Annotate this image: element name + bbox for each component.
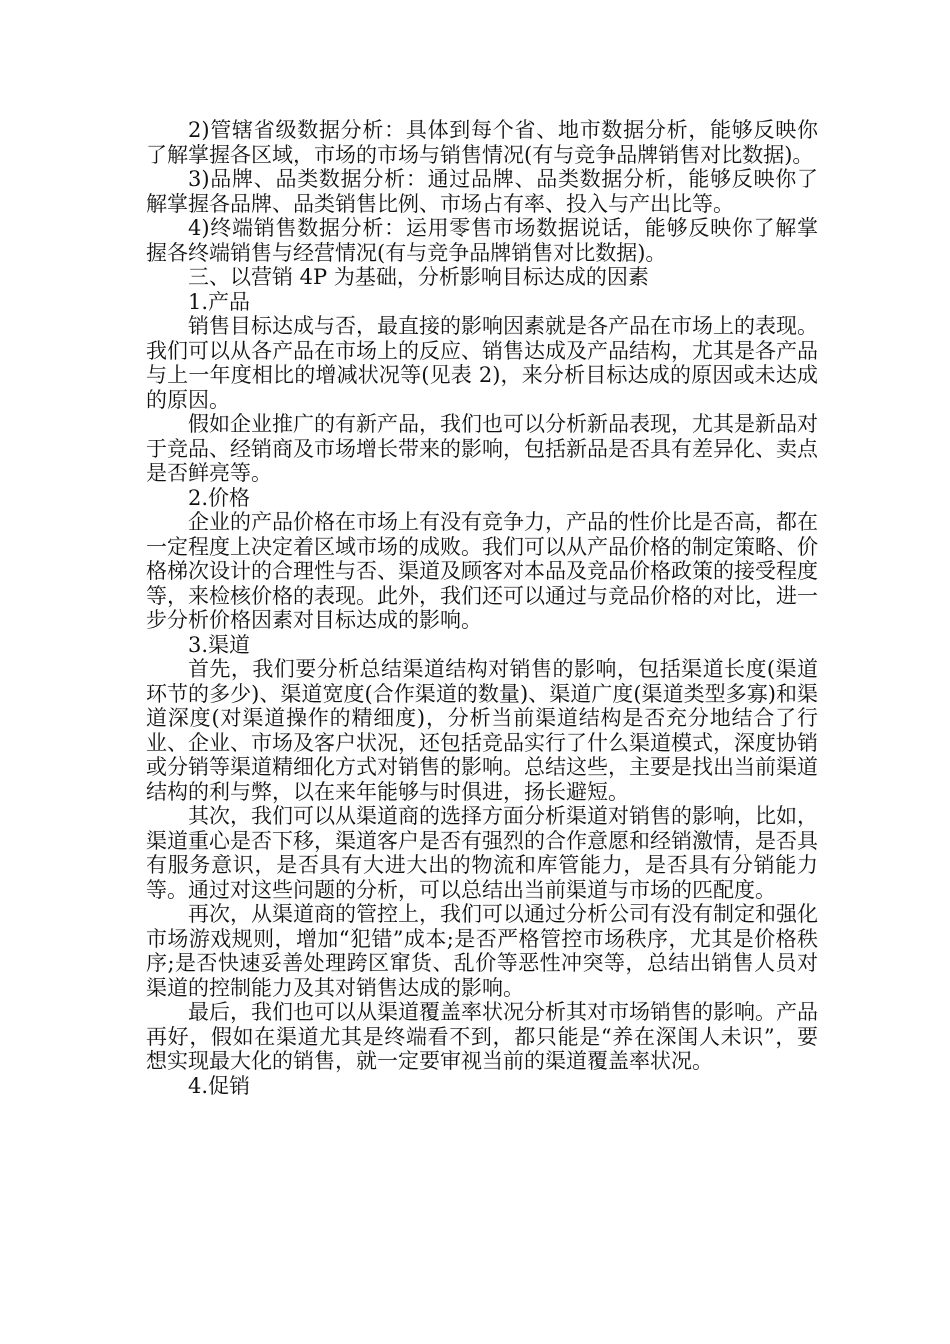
paragraph-channel-control: 再次，从渠道商的管控上，我们可以通过分析公司有没有制定和强化市场游戏规则，增加“犯错”成本;是否严格管控市场秩序，尤其是价格秩序;是否快速妥善处理跨区窜货、乱价等恶性冲突等，总结出销售人员对渠道的控制能力及其对销售达成的影响。: [146, 902, 818, 1000]
subheading-promotion: 4.促销: [188, 1073, 251, 1098]
paragraph-product-performance: 销售目标达成与否，最直接的影响因素就是各产品在市场上的表现。我们可以从各产品在市场上的反应、销售达成及产品结构，尤其是各产品与上一年度相比的增减状况等(见表 2)，来分析目标达成的原因或未达成的原因。: [146, 314, 818, 412]
paragraph-channel-structure: 首先，我们要分析总结渠道结构对销售的影响，包括渠道长度(渠道环节的多少)、渠道宽度(合作渠道的数量)、渠道广度(渠道类型多寡)和渠道深度(对渠道操作的精细度)，分析当前渠道结构是否充分地结合了行业、企业、市场及客户状况，还包括竞品实行了什么渠道模式，深度协销或分销等渠道精细化方式对销售的影响。总结这些，主要是找出当前渠道结构的利与弊，以在来年能够与时俱进，扬长避短。: [146, 657, 818, 804]
subheading-product: 1.产品: [188, 289, 251, 314]
paragraph-channel-coverage: 最后，我们也可以从渠道覆盖率状况分析其对市场销售的影响。产品再好，假如在渠道尤其是终端看不到，都只能是“养在深闺人未识”，要想实现最大化的销售，就一定要审视当前的渠道覆盖率状况。: [146, 1000, 818, 1073]
paragraph-provincial-data-analysis: 2)管辖省级数据分析：具体到每个省、地市数据分析，能够反映你了解掌握各区域，市场的市场与销售情况(有与竞争品牌销售对比数据)。: [146, 118, 818, 167]
paragraph-price-competitiveness: 企业的产品价格在市场上有没有竞争力，产品的性价比是否高，都在一定程度上决定着区域市场的成败。我们可以从产品价格的制定策略、价格梯次设计的合理性与否、渠道及顾客对本品及竞品价格政策的接受程度等，来检核价格的表现。此外，我们还可以通过与竞品价格的对比，进一步分析价格因素对目标达成的影响。: [146, 510, 818, 632]
subheading-price: 2.价格: [188, 485, 251, 510]
section-heading-4p-factors: 三、以营销 4P 为基础，分析影响目标达成的因素: [188, 265, 649, 289]
document-body: [146, 118, 818, 1098]
paragraph-brand-category-analysis: 3)品牌、品类数据分析：通过品牌、品类数据分析，能够反映你了解掌握各品牌、品类销售比例、市场占有率、投入与产出比等。: [146, 167, 818, 216]
paragraph-terminal-sales-analysis: 4)终端销售数据分析：运用零售市场数据说话，能够反映你了解掌握各终端销售与经营情况(有与竞争品牌销售对比数据)。: [146, 216, 818, 265]
paragraph-channel-selection: 其次，我们可以从渠道商的选择方面分析渠道对销售的影响，比如，渠道重心是否下移，渠道客户是否有强烈的合作意愿和经销激情，是否具有服务意识，是否具有大进大出的物流和库管能力，是否具有分销能力等。通过对这些问题的分析，可以总结出当前渠道与市场的匹配度。: [146, 804, 818, 902]
paragraph-new-product: 假如企业推广的有新产品，我们也可以分析新品表现，尤其是新品对于竞品、经销商及市场增长带来的影响，包括新品是否具有差异化、卖点是否鲜亮等。: [146, 412, 818, 485]
subheading-channel: 3.渠道: [188, 632, 251, 657]
